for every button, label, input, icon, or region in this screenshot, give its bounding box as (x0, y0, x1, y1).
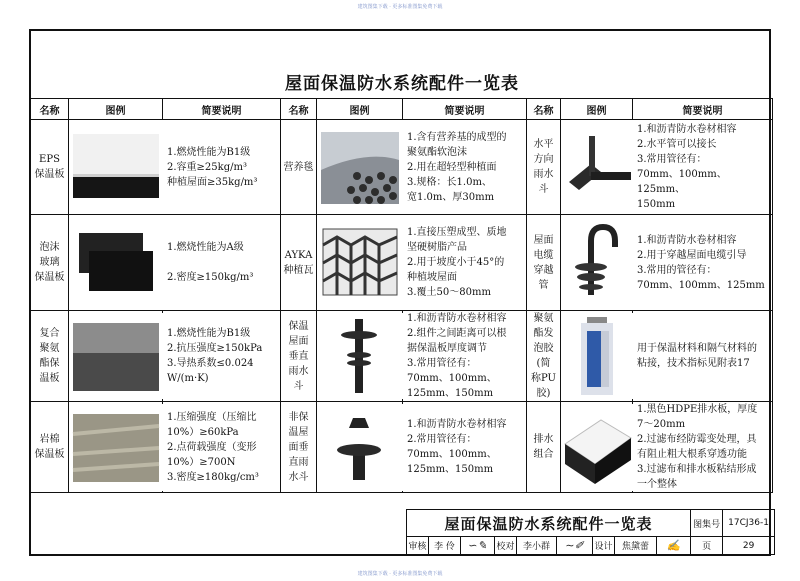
header-desc: 简要说明 (163, 99, 281, 120)
item-desc: 1.和沥青防水卷材相容 2.常用管径有： 70mm、100mm、 125mm、150mm (403, 402, 527, 493)
header-name: 名称 (281, 99, 317, 120)
item-desc: 1.和沥青防水卷材相容 2.水平管可以接长 3.常用管径有： 70mm、100mm、125mm、 150mm (633, 120, 773, 215)
checker-signature: ∼✐ (557, 537, 593, 555)
table-row (31, 311, 773, 402)
item-name: 岩棉 保温板 (31, 402, 69, 493)
drawing-frame (29, 29, 771, 556)
watermark-bottom: 建筑图集下载 · 更多标准图集免费下载 (357, 571, 443, 577)
item-name: 营养毯 (281, 120, 317, 215)
item-name: 复合 聚氨 酯保 温板 (31, 311, 69, 402)
header-desc: 简要说明 (403, 99, 527, 120)
item-desc: 1.燃烧性能为B1级 2.抗压强度≥150kPa 3.导热系数≤0.024 W/(m·K) (163, 311, 281, 402)
header-name: 名称 (527, 99, 561, 120)
item-desc: 1.和沥青防水卷材相容 2.组件之间距离可以根 据保温板厚度调节 3.常用管径有： 70mm、100mm、 125mm、150mm (403, 311, 527, 402)
eps-board-photo (69, 120, 163, 215)
ayka-tile-photo (317, 215, 403, 311)
item-desc: 用于保温材料和隔气材料的 粘接，技术指标见附表17 (633, 311, 773, 402)
item-name: 泡沫 玻璃 保温板 (31, 215, 69, 311)
horizontal-drain-photo (561, 120, 633, 215)
item-desc: 1.压缩强度（压缩比 10%）≥60kPa 2.点荷载强度（变形 10%）≥700N 3.密度≥180kg/cm³ (163, 402, 281, 493)
pu-foam-can-photo (561, 311, 633, 402)
rockwool-photo (69, 402, 163, 493)
reviewer-name: 李 伶 (429, 537, 461, 555)
item-name: 屋面 电缆 穿越 管 (527, 215, 561, 311)
foam-glass-photo (69, 215, 163, 311)
atlas-number: 17CJ36-1 (723, 510, 775, 537)
checker-name: 李小群 (517, 537, 557, 555)
page-title: 屋面保温防水系统配件一览表 (285, 74, 519, 94)
uninsulated-drain-photo (317, 402, 403, 493)
drainage-board-photo (561, 402, 633, 493)
table-row (31, 120, 773, 215)
item-desc: 1.黑色HDPE排水板，厚度 7～20mm 2.过滤布经防霉变处理，具 有阻止粗大根系穿透功能 3.过滤布和排水板粘结形成 一个整体 (633, 402, 773, 493)
header-image: 图例 (561, 99, 633, 120)
designer-signature: ✍ (657, 537, 691, 555)
insulated-drain-photo (317, 311, 403, 402)
page-number: 29 (723, 537, 775, 555)
item-name: 聚氨 酯发 泡胶 (简 称PU 胶) (527, 311, 561, 402)
reviewer-signature: ∽✎ (461, 537, 495, 555)
title-block (406, 509, 772, 556)
nutrient-blanket-photo (317, 120, 403, 215)
atlas-label: 图集号 (691, 510, 723, 537)
item-desc: 1.含有营养基的成型的 聚氨酯软泡沫 2.用在超轻型种植面 3.规格：长1.0m、 宽1.0m、厚30mm (403, 120, 527, 215)
table-header (31, 99, 773, 120)
title-block-title: 屋面保温防水系统配件一览表 (407, 510, 691, 537)
design-label: 设计 (593, 537, 615, 555)
item-name: 非保 温屋 面垂 直雨 水斗 (281, 402, 317, 493)
item-desc: 1.燃烧性能为A级 2.密度≥150kg/m³ (163, 215, 281, 311)
cable-pipe-photo (561, 215, 633, 311)
review-label: 审核 (407, 537, 429, 555)
pu-board-photo (69, 311, 163, 402)
check-label: 校对 (495, 537, 517, 555)
header-image: 图例 (69, 99, 163, 120)
item-name: 保温 屋面 垂直 雨水 斗 (281, 311, 317, 402)
item-name: AYKA 种植瓦 (281, 215, 317, 311)
table-row (31, 402, 773, 493)
item-name: EPS 保温板 (31, 120, 69, 215)
header-name: 名称 (31, 99, 69, 120)
item-desc: 1.燃烧性能为B1级 2.容重≥25kg/m³ 种植屋面≥35kg/m³ (163, 120, 281, 215)
item-name: 排水 组合 (527, 402, 561, 493)
item-name: 水平 方向 雨水 斗 (527, 120, 561, 215)
table-row (31, 215, 773, 311)
item-desc: 1.和沥青防水卷材相容 2.用于穿越屋面电缆引导 3.常用的管径有： 70mm、100mm、125mm (633, 215, 773, 311)
item-desc: 1.直接压塑成型、质地 坚硬树脂产品 2.用于坡度小于45°的 种植坡屋面 3.覆土50～80mm (403, 215, 527, 311)
designer-name: 焦黛蕾 (615, 537, 657, 555)
header-image: 图例 (317, 99, 403, 120)
header-desc: 简要说明 (633, 99, 773, 120)
watermark-top: 建筑图集下载 · 更多标准图集免费下载 (357, 4, 443, 10)
page-label: 页 (691, 537, 723, 555)
accessory-table (30, 98, 773, 493)
